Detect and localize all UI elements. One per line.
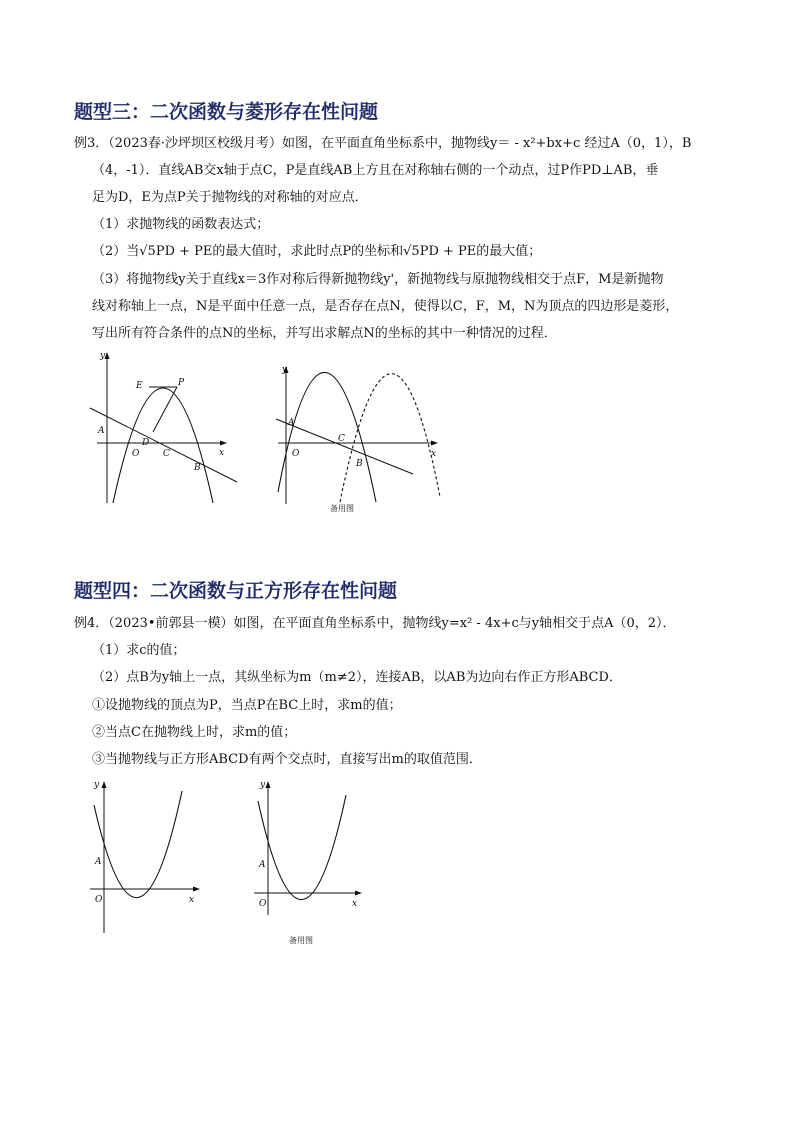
- section3-title: 题型三：二次函数与菱形存在性问题: [74, 101, 379, 123]
- label-B: B: [356, 459, 363, 469]
- sec3-line-7: 线对称轴上一点，N是平面中任意一点，是否存在点N，使得以C，F，M，N为顶点的四边形是菱形，: [92, 299, 679, 314]
- sec3-line-3: 足为D，E为点P关于抛物线的对称轴的对应点．: [92, 190, 368, 205]
- sec4-line-5: ②当点C在抛物线上时，求m的值；: [92, 725, 297, 740]
- sec4-figure-1: [82, 775, 212, 937]
- section4-title: 题型四：二次函数与正方形存在性问题: [74, 580, 398, 602]
- x-axis-arrow: [193, 887, 200, 892]
- y-axis-arrow: [105, 352, 110, 359]
- sec4-line-3: （2）点B为y轴上一点，其纵坐标为m（m≠2），连接AB，以AB为边向右作正方形ABCD．: [92, 670, 622, 685]
- segment-PD: [153, 387, 177, 432]
- label-A: A: [259, 860, 266, 870]
- label-y: y: [94, 780, 100, 790]
- sec4-line-1: 例4．（2023•前郭县一模）如图，在平面直角坐标系中，抛物线y=x² - 4x+c与y轴相交于点A（0，2）．: [74, 616, 676, 631]
- label-y: y: [260, 780, 266, 790]
- label-D: D: [142, 438, 150, 448]
- parabola: [94, 791, 182, 898]
- x-axis-arrow: [220, 441, 227, 446]
- parabola: [258, 795, 346, 900]
- label-O: O: [132, 449, 140, 459]
- label-x: x: [352, 899, 358, 909]
- y-axis-arrow: [266, 781, 271, 788]
- label-O: O: [292, 449, 300, 459]
- label-B: B: [194, 463, 201, 473]
- label-x: x: [189, 895, 195, 905]
- sec3-line-6: （3）将抛物线y关于直线x＝3作对称后得新抛物线y'，新抛物线与原抛物线相交于点F，M是新抛物: [92, 272, 664, 287]
- reflected-parabola: [340, 374, 440, 502]
- figure-caption: 备用图: [289, 936, 313, 945]
- sec4-line-2: （1）求c的值；: [92, 643, 186, 658]
- label-A: A: [288, 418, 295, 428]
- sec3-line-5: （2）当√5PD + PE的最大值时，求此时点P的坐标和√5PD + PE的最大值；: [92, 244, 542, 259]
- sec4-line-4: ①设抛物线的顶点为P，当点P在BC上时，求m的值；: [92, 698, 402, 713]
- sec4-figure-2: [246, 775, 376, 950]
- label-A: A: [98, 426, 105, 436]
- label-P: P: [178, 378, 185, 388]
- sec3-figure-1: [85, 348, 245, 508]
- x-axis-arrow: [431, 441, 438, 446]
- sec3-line-8: 写出所有符合条件的点N的坐标，并写出求解点N的坐标的其中一种情况的过程．: [92, 326, 557, 341]
- label-C: C: [338, 434, 345, 444]
- label-x: x: [431, 449, 437, 459]
- label-E: E: [136, 381, 143, 391]
- label-O: O: [259, 899, 267, 909]
- line-AB: [276, 419, 413, 474]
- label-A: A: [95, 857, 102, 867]
- x-axis-arrow: [355, 891, 362, 896]
- label-x: x: [219, 448, 225, 458]
- sec3-figure-2: [268, 362, 448, 518]
- label-C: C: [163, 449, 170, 459]
- label-y: y: [100, 351, 106, 361]
- figure-caption: 备用图: [330, 504, 354, 513]
- sec3-line-1: 例3．（2023春·沙坪坝区校级月考）如图，在平面直角坐标系中，抛物线y＝ - x²+bx+c 经过A（0，1），B: [74, 136, 692, 151]
- sec3-line-2: （4，-1）．直线AB交x轴于点C，P是直线AB上方且在对称轴右侧的一个动点，过P作PD⊥AB，垂: [92, 163, 659, 178]
- label-O: O: [95, 895, 103, 905]
- parabola: [113, 388, 213, 503]
- parabola: [278, 372, 376, 502]
- label-y: y: [282, 365, 288, 375]
- sec3-line-4: （1）求抛物线的函数表达式；: [92, 217, 270, 232]
- y-axis-arrow: [102, 781, 107, 788]
- line-AB: [90, 408, 237, 482]
- sec4-line-6: ③当抛物线与正方形ABCD有两个交点时，直接写出m的取值范围．: [92, 752, 482, 767]
